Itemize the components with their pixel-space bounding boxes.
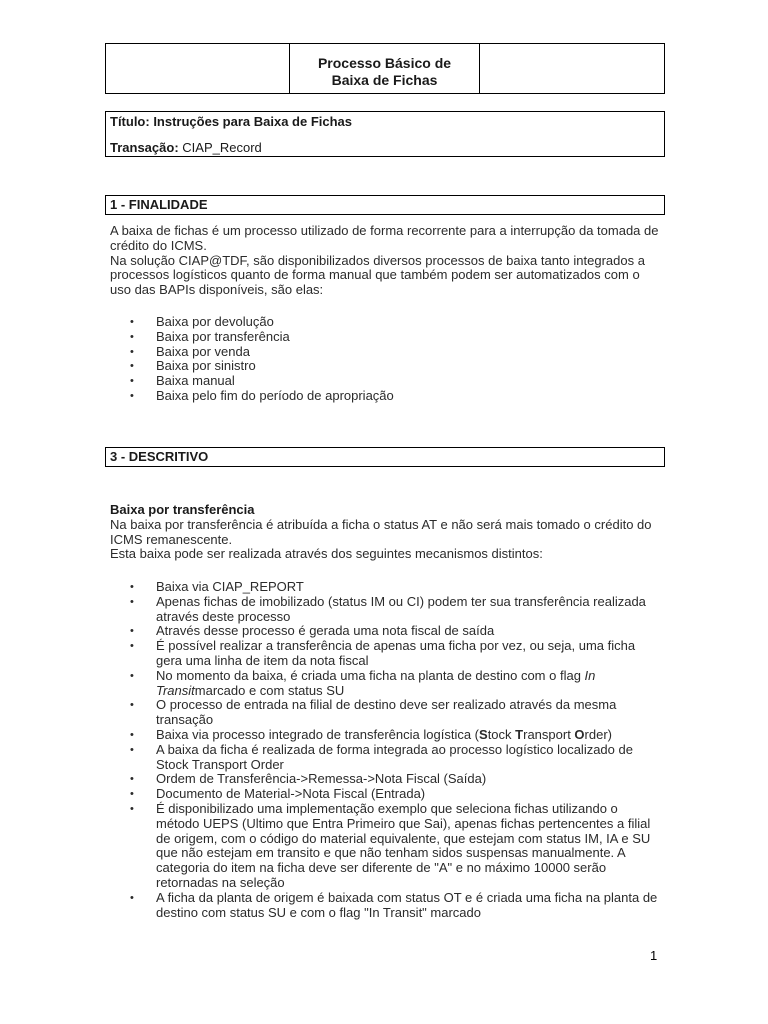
header-table	[105, 43, 665, 94]
section-heading-finalidade: 1 - FINALIDADE	[105, 195, 665, 215]
in-transit-italic: In Transit	[156, 667, 596, 698]
transacao-line	[110, 139, 660, 160]
descritivo-text	[110, 503, 660, 562]
list-item: • Baixa por transferência	[110, 330, 660, 345]
list-item: • Documento de Material->Nota Fiscal (Entrada)	[110, 787, 660, 802]
header-cell-right	[480, 44, 664, 93]
descritivo-list	[110, 580, 660, 920]
document-title-line1: Processo Básico de	[317, 54, 452, 71]
list-item: • Através desse processo é gerada uma nota fiscal de saída	[110, 624, 660, 639]
list-item: • O processo de entrada na filial de destino deve ser realizado através da mesma transação	[110, 698, 660, 728]
list-item-sto: • Baixa via processo integrado de transferência logística (Stock Transport Order)	[110, 728, 660, 743]
finalidade-text	[110, 224, 660, 298]
list-item: • Baixa por sinistro	[110, 359, 660, 374]
page-number: 1	[650, 948, 658, 963]
finalidade-list	[110, 315, 660, 404]
section-heading-descritivo: 3 - DESCRITIVO	[105, 447, 665, 467]
titulo-line: Título: Instruções para Baixa de Fichas	[110, 114, 353, 129]
list-item: • A ficha da planta de origem é baixada com status OT e é criada uma ficha na planta de destino com status SU e com o flag "In Transit" marcado	[110, 891, 660, 921]
title-box	[105, 111, 665, 157]
list-item: • Baixa manual	[110, 374, 660, 389]
transacao-value: CIAP_Record	[182, 140, 262, 155]
list-item: • Apenas fichas de imobilizado (status IM ou CI) podem ter sua transferência realizada através deste processo	[110, 595, 660, 625]
list-item: • A baixa da ficha é realizada de forma integrada ao processo logístico localizado de Stock Transport Order	[110, 743, 660, 773]
list-item: • Ordem de Transferência->Remessa->Nota Fiscal (Saída)	[110, 772, 660, 787]
descritivo-subheading: Baixa por transferência	[110, 502, 255, 517]
transacao-label: Transação:	[110, 140, 179, 155]
finalidade-paragraph-1: A baixa de fichas é um processo utilizado de forma recorrente para a interrupção da tomada de crédito do ICMS.	[110, 223, 659, 253]
finalidade-paragraph-2: Na solução CIAP@TDF, são disponibilizados diversos processos de baixa tanto integrados a processos logísticos quanto de forma manual que também podem ser automatizados com o uso das BAPIs disponíveis, são elas:	[110, 252, 645, 298]
descritivo-paragraph-1: Na baixa por transferência é atribuída a ficha o status AT e não será mais tomado o crédito do ICMS remanescente.	[110, 516, 652, 547]
list-item-intransit: • No momento da baixa, é criada uma ficha na planta de destino com o flag In Transitmarcado e com status SU	[110, 669, 660, 699]
list-item: • É possível realizar a transferência de apenas uma ficha por vez, ou seja, uma ficha gera uma linha de item da nota fiscal	[110, 639, 660, 669]
document-title-line2: Baixa de Fichas	[331, 71, 438, 88]
descritivo-paragraph-2: Esta baixa pode ser realizada através dos seguintes mecanismos distintos:	[110, 546, 543, 562]
list-item: • É disponibilizado uma implementação exemplo que seleciona fichas utilizando o método UEPS (Ultimo que Entra Primeiro que Sai), apenas fichas pertencentes a filial de origem, com o código do material equivalente, que estejam com status IM, IA e SU que não estejam em transito e que não tenham sidos suspensas manualmente. A categoria do item na ficha deve ser diferente de "A" e no máximo 10000 serão retornadas na seleção	[110, 802, 660, 891]
header-cell-left	[106, 44, 290, 93]
list-item: • Baixa por devolução	[110, 315, 660, 330]
list-item: • Baixa via CIAP_REPORT	[110, 580, 660, 595]
list-item: • Baixa pelo fim do período de apropriação	[110, 389, 660, 404]
list-item: • Baixa por venda	[110, 345, 660, 360]
document-title	[290, 44, 480, 93]
